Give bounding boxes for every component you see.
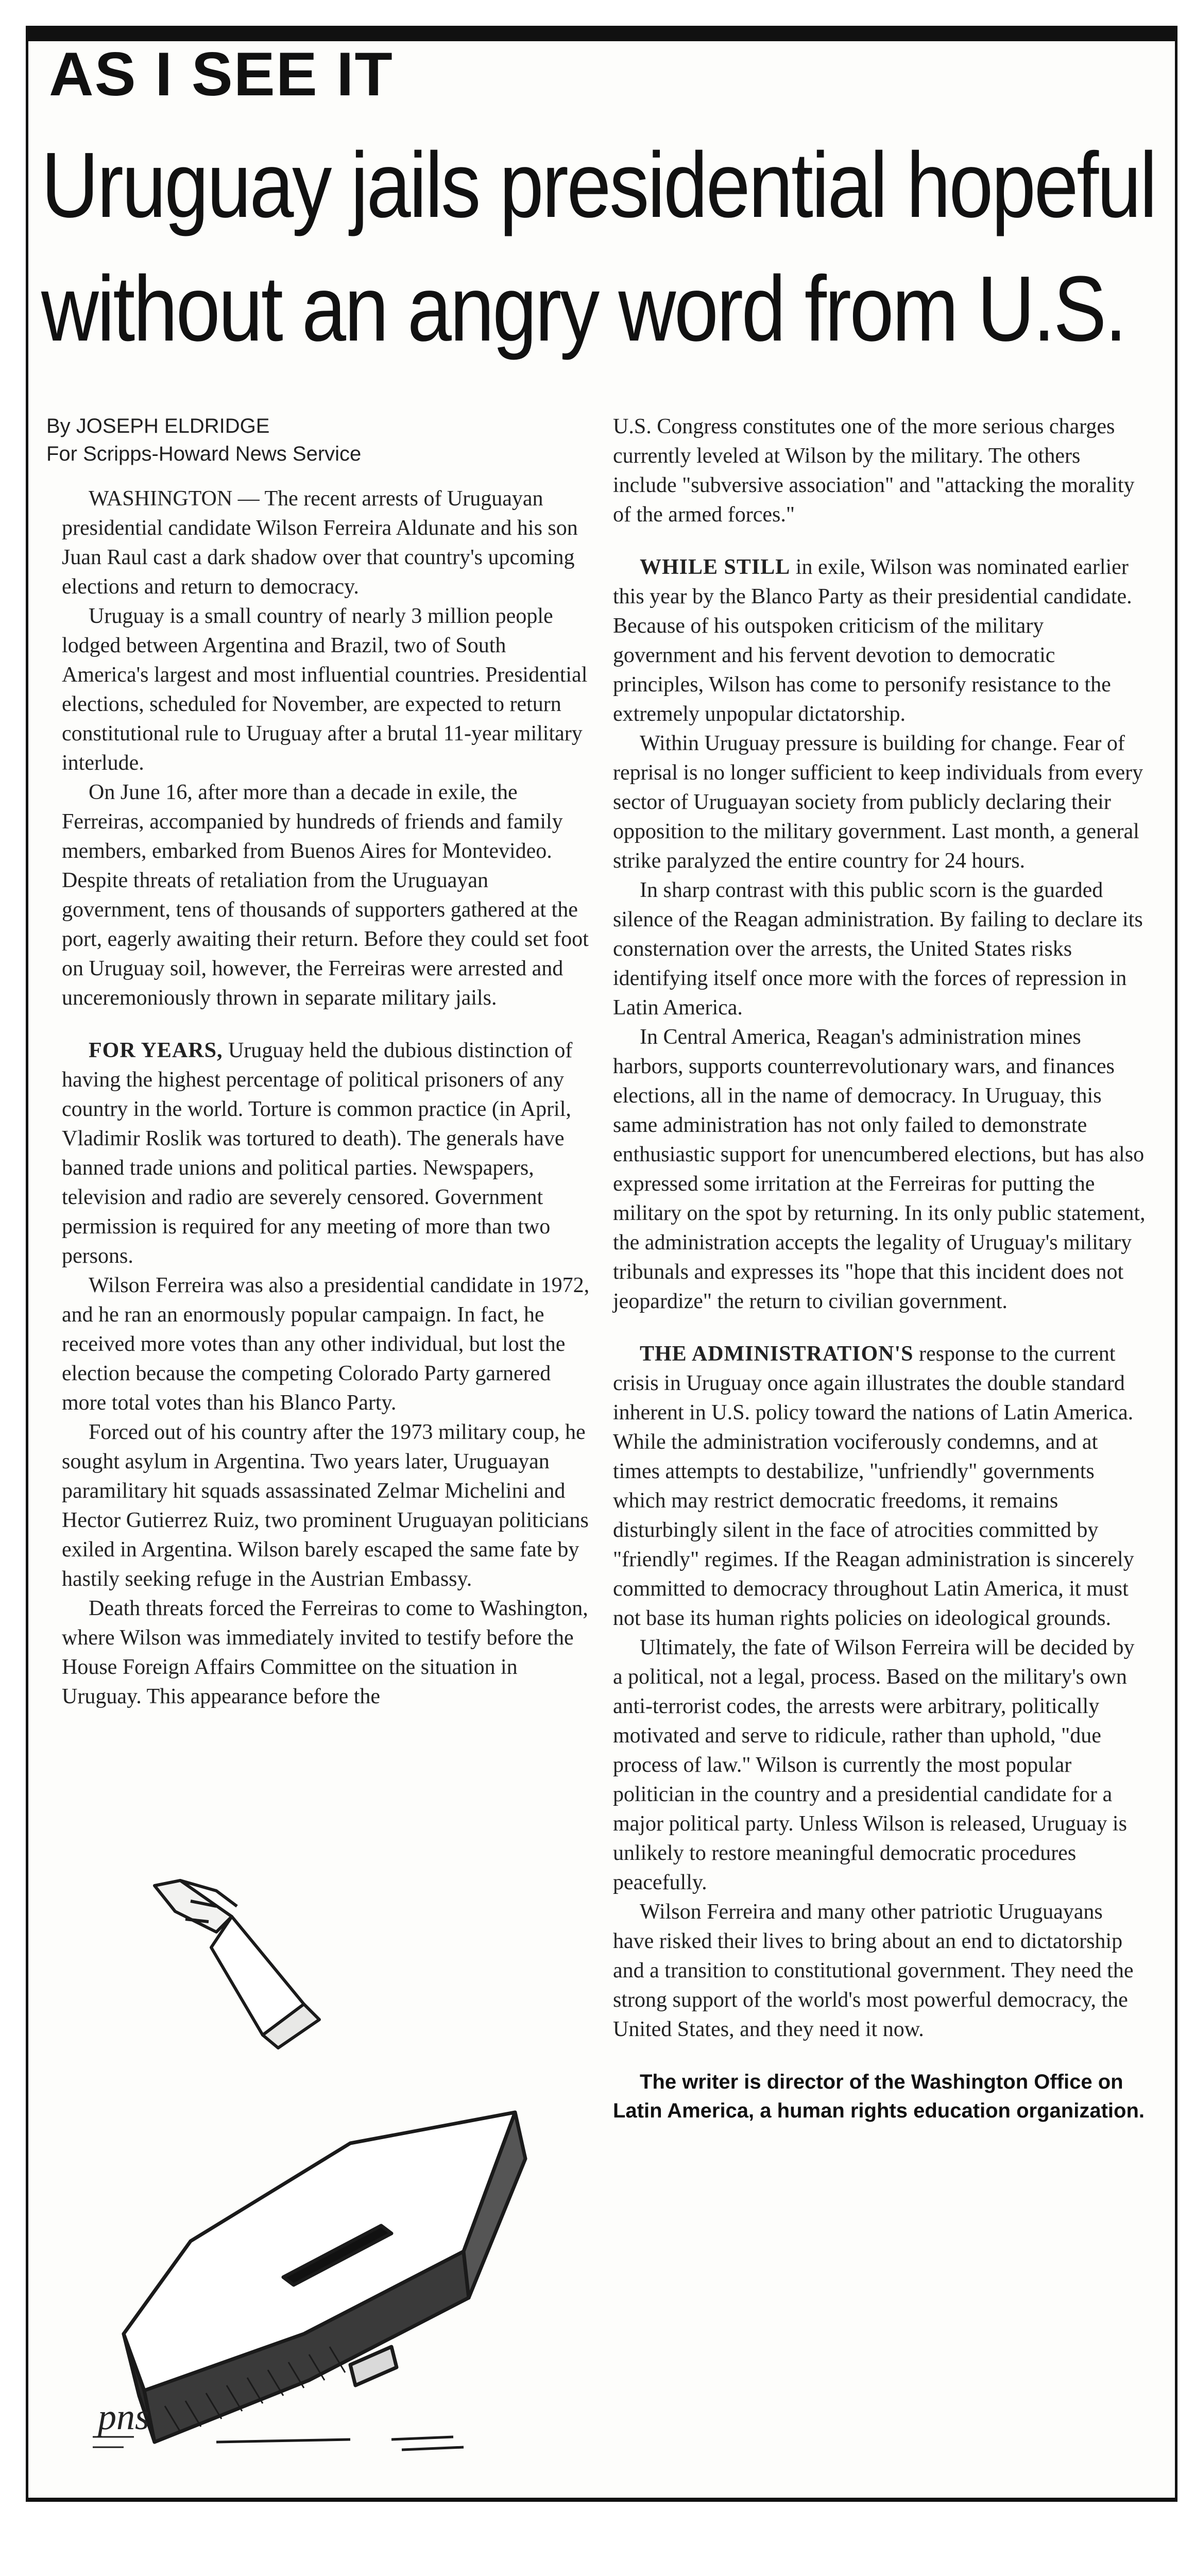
paragraph-lead: FOR YEARS, — [89, 1039, 223, 1062]
article-column-left — [62, 484, 592, 1711]
paragraph-body: in exile, Wilson was nominated earlier this year by the Blanco Party as their presidential candidate. Because of his outspoken criticism of the military government and his fervent devotion to democratic principles, Wilson has come to personify resistance to the extremely unpopular dictatorship. — [613, 555, 1132, 726]
paragraph: Wilson Ferreira and many other patriotic Uruguayans have risked their lives to bring about an end to dictatorship and a transition to constitutional government. They need the strong support of the world's most powerful democracy, the United States, and they need it now. — [613, 1900, 1134, 2041]
paragraph: Uruguay is a small country of nearly 3 million people lodged between Argentina and Brazil, two of South America's largest and most influential countries. Presidential elections, scheduled for November, are expected to return constitutional rule to Uruguay after a brutal 11-year military interlude. — [62, 604, 588, 775]
paragraph-body: Uruguay held the dubious distinction of having the highest percentage of political prisoners of any country in the world. Torture is common practice (in April, Vladimir Roslik was tortured to death). The generals have banned trade unions and political parties. Newspapers, television and radio are severely censored. Government permission is required for any meeting of more than two persons. — [62, 1039, 573, 1268]
paragraph: In Central America, Reagan's administration mines harbors, supports counterrevolutionary wars, and finances elections, all in the name of democracy. In Uruguay, this same administration has not only failed to demonstrate enthusiastic support for unencumbered elections, but has also expressed some irritation at the Ferreiras for putting the military on the spot by returning. In its only public statement, the administration accepts the legality of Uruguay's military tribunals and expresses its "hope that this incident does not jeopardize" the return to civilian government. — [613, 1025, 1146, 1313]
bottom-rule — [26, 2498, 1177, 2500]
paragraph-with-lead — [613, 553, 1149, 729]
paragraph: Ultimately, the fate of Wilson Ferreira will be decided by a political, not a legal, process. Based on the military's own anti-terrorist codes, the arrests were arbitrary, politically motivated and serve to ridicule, rather than uphold, "due process of law." Wilson is currently the most popular politician in the country and a presidential candidate for a major political party. Unless Wilson is released, Uruguay is unlikely to restore meaningful democratic procedures peacefully. — [613, 1636, 1135, 1894]
paragraph-with-lead — [613, 1340, 1149, 1633]
paragraph-lead: THE ADMINISTRATION'S — [640, 1342, 914, 1366]
paragraph: In sharp contrast with this public scorn is the guarded silence of the Reagan administration. By failing to declare its consternation over the arrests, the United States risks identifying itself once more with the forces of repression in Latin America. — [613, 878, 1143, 1020]
ballot-box-coffin-illustration — [62, 1870, 608, 2468]
hand-with-ballot-icon — [155, 1880, 319, 2048]
paragraph: On June 16, after more than a decade in exile, the Ferreiras, accompanied by hundreds of friends and family members, embarked from Buenos Aires for Montevideo. Despite threats of retaliation from the Uruguayan government, tens of thousands of supporters gathered at the port, eagerly awaiting their return. Before they could set foot on Uruguay soil, however, the Ferreiras were arrested and unceremoniously thrown in separate military jails. — [62, 781, 589, 1010]
paragraph: Death threats forced the Ferreiras to come to Washington, where Wilson was immediately invited to testify before the House Foreign Affairs Committee on the situation in Uruguay. This appearance before the — [62, 1597, 588, 1708]
paragraph-with-lead — [62, 1036, 592, 1271]
byline-author: By JOSEPH ELDRIDGE — [46, 415, 270, 437]
byline-service: For Scripps-Howard News Service — [46, 443, 362, 465]
paragraph: U.S. Congress constitutes one of the more serious charges currently leveled at Wilson by the military. The others include "subversive association" and "attacking the morality of the armed forces." — [613, 415, 1135, 527]
paragraph: WASHINGTON — The recent arrests of Uruguayan presidential candidate Wilson Ferreira Aldunate and his son Juan Raul cast a dark shadow over that country's upcoming elections and return to democracy. — [62, 487, 578, 599]
column-kicker: AS I SEE IT — [49, 40, 394, 109]
headline — [41, 124, 1156, 371]
artist-signature: pns — [98, 2396, 150, 2437]
paragraph: Wilson Ferreira was also a presidential candidate in 1972, and he ran an enormously popular campaign. In fact, he received more votes than any other individual, but lost the election because the competing Colorado Party garnered more total votes than his Blanco Party. — [62, 1274, 590, 1415]
author-tagline: The writer is director of the Washington Office on Latin America, a human rights education organization. — [613, 2071, 1145, 2122]
headline-line-2: without an angry word from U.S. — [41, 257, 1125, 361]
ground-lines — [216, 2437, 464, 2450]
byline — [46, 412, 361, 468]
headline-line-1: Uruguay jails presidential hopeful — [41, 133, 1156, 237]
paragraph-body: response to the current crisis in Uruguay once again illustrates the double standard inherent in U.S. policy toward the nations of Latin America. While the administration vociferously condemns, and at times attempts to destabilize, "unfriendly" governments which may restrict democratic freedoms, it remains disturbingly silent in the face of atrocities committed by "friendly" regimes. If the Reagan administration is sincerely committed to democracy throughout Latin America, it must not base its human rights policies on ideological grounds. — [613, 1342, 1134, 1630]
paragraph-lead: WHILE STILL — [640, 555, 791, 579]
paragraph: Within Uruguay pressure is building for change. Fear of reprisal is no longer sufficient to keep individuals from every sector of Uruguayan society from publicly declaring their opposition to the military government. Last month, a general strike paralyzed the entire country for 24 hours. — [613, 732, 1143, 873]
paragraph: Forced out of his country after the 1973 military coup, he sought asylum in Argentina. Two years later, Uruguayan paramilitary hit squads assassinated Zelmar Michelini and Hector Gutierrez Ruiz, two prominent Uruguayan politicians exiled in Argentina. Wilson barely escaped the same fate by hastily seeking refuge in the Austrian Embassy. — [62, 1420, 589, 1591]
coffin-ballot-box-icon — [124, 2112, 525, 2442]
article-column-right — [613, 412, 1149, 2125]
